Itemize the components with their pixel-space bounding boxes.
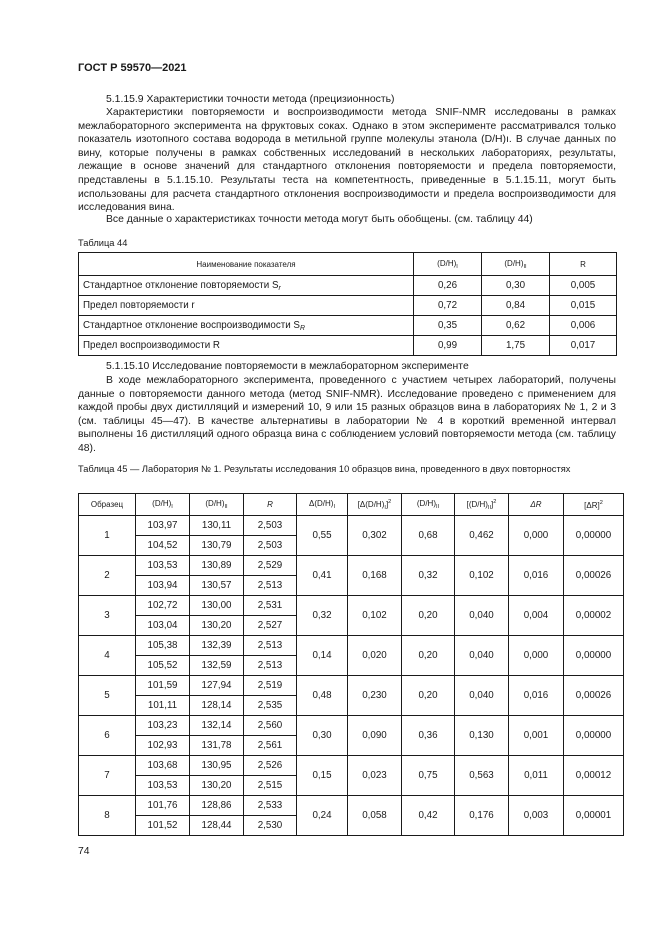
header-indicator: Наименование показателя	[79, 253, 414, 276]
table-cell: 2,513	[244, 576, 297, 596]
table-cell: 0,017	[550, 336, 617, 356]
table-cell: 130,11	[190, 516, 244, 536]
table-cell: 130,20	[190, 776, 244, 796]
table-cell: 2,515	[244, 776, 297, 796]
table-cell: 103,23	[136, 716, 190, 736]
table-cell: 0,102	[455, 556, 509, 596]
table-cell: 103,94	[136, 576, 190, 596]
sample-id: 2	[79, 556, 136, 596]
table-cell: 0,003	[509, 796, 564, 836]
table-cell: 0,011	[509, 756, 564, 796]
header-dh-1: $(D/H)_I$	[136, 494, 190, 516]
table-row	[79, 516, 624, 536]
header-dh-2: $(D/H)_{II}$	[482, 253, 550, 276]
table-cell: 2,535	[244, 696, 297, 716]
table-cell: 2,529	[244, 556, 297, 576]
table-cell: 132,14	[190, 716, 244, 736]
table-cell: 130,00	[190, 596, 244, 616]
section-5-1-15-9-body: Характеристики повторяемости и воспроизводимости метода SNIF-NMR исследованы в рамках межлабораторного эксперимента на фруктовых соках. Однако в этом эксперименте рассматривался только показатель изотопного состава водорода в метильной группе молекулы этанола (D/H)ı. В случае данных по вину, которые получены в рамках собственных исследований в нескольких лабораториях, результаты, лежащие в основе значений для стандартного отклонения повторяемости и предела повторяемости, представлены в 5.1.15.10. Результаты теста на компетентность, приведенные в 5.1.15.11, могут быть использованы для расчета стандартного отклонения воспроизводимости и предела воспроизводимости для исследования вина.	[78, 107, 616, 214]
header-r: R	[244, 494, 297, 516]
table-cell: 2,526	[244, 756, 297, 776]
table-cell: 0,302	[348, 516, 402, 556]
table-cell: 0,040	[455, 636, 509, 676]
sample-id: 1	[79, 516, 136, 556]
table-cell: 0,68	[402, 516, 455, 556]
table-cell: 0,00001	[564, 796, 624, 836]
table-row	[79, 336, 617, 356]
table-cell: 0,00026	[564, 676, 624, 716]
sample-id: 4	[79, 636, 136, 676]
table-cell: 0,99	[414, 336, 482, 356]
table-row	[79, 316, 617, 336]
table-cell: 2,530	[244, 816, 297, 836]
table-cell: 2,531	[244, 596, 297, 616]
table-cell: 0,62	[482, 316, 550, 336]
table-cell: 103,97	[136, 516, 190, 536]
table-cell: 0,32	[297, 596, 348, 636]
table-cell: 0,36	[402, 716, 455, 756]
section-5-1-15-10-title: 5.1.15.10 Исследование повторяемости в межлабораторном эксперименте	[106, 361, 469, 372]
table-cell: 2,533	[244, 796, 297, 816]
table-cell: 0,563	[455, 756, 509, 796]
table-cell: 0,001	[509, 716, 564, 756]
table-cell: 127,94	[190, 676, 244, 696]
table-cell: 0,26	[414, 276, 482, 296]
table-cell: 0,230	[348, 676, 402, 716]
header-delta-dh-1-squared: $[\Delta(D/H)_I]^2$	[348, 494, 402, 516]
sample-id: 8	[79, 796, 136, 836]
table-cell: 0,41	[297, 556, 348, 596]
table-cell: 132,39	[190, 636, 244, 656]
table-cell: 128,44	[190, 816, 244, 836]
header-delta-dh-1: $\Delta(D/H)_I$	[297, 494, 348, 516]
table-cell: 0,20	[402, 596, 455, 636]
table-cell: 2,503	[244, 516, 297, 536]
table-cell: 2,560	[244, 716, 297, 736]
table-cell: 0,00000	[564, 636, 624, 676]
table-cell: 1,75	[482, 336, 550, 356]
table-cell: 0,20	[402, 676, 455, 716]
header-delta-r-squared: $[\Delta R]^2$	[564, 494, 624, 516]
table-cell: 132,59	[190, 656, 244, 676]
table-cell: 101,11	[136, 696, 190, 716]
table-cell: 103,53	[136, 556, 190, 576]
table-cell: 130,89	[190, 556, 244, 576]
table-cell: 128,86	[190, 796, 244, 816]
table-cell: 105,38	[136, 636, 190, 656]
table-row	[79, 556, 624, 576]
table-cell: 0,35	[414, 316, 482, 336]
table-row	[79, 276, 617, 296]
table-cell: 0,016	[509, 556, 564, 596]
table-cell: 0,00000	[564, 516, 624, 556]
table-cell: 0,006	[550, 316, 617, 336]
indicator-name: Предел воспроизводимости R	[79, 336, 414, 356]
indicator-name: Стандартное отклонение воспроизводимости $S_R$	[79, 316, 414, 336]
table-cell: 0,55	[297, 516, 348, 556]
section-5-1-15-9-title: 5.1.15.9 Характеристики точности метода (прецизионность)	[106, 94, 395, 105]
table-cell: 0,005	[550, 276, 617, 296]
table-cell: 0,75	[402, 756, 455, 796]
table-cell: 130,95	[190, 756, 244, 776]
table-cell: 0,00026	[564, 556, 624, 596]
table-cell: 0,00000	[564, 716, 624, 756]
header-r: R	[550, 253, 617, 276]
table-cell: 130,20	[190, 616, 244, 636]
table-cell: 130,79	[190, 536, 244, 556]
header-dh-1: $(D/H)_I$	[414, 253, 482, 276]
table-cell: 101,76	[136, 796, 190, 816]
table-cell: 0,058	[348, 796, 402, 836]
sample-id: 3	[79, 596, 136, 636]
table-row	[79, 716, 624, 736]
table-45	[78, 493, 624, 836]
table-cell: 0,040	[455, 676, 509, 716]
table-cell: 0,462	[455, 516, 509, 556]
table-header-row	[79, 253, 617, 276]
table-cell: 130,57	[190, 576, 244, 596]
table-row	[79, 796, 624, 816]
table-cell: 0,00012	[564, 756, 624, 796]
table-cell: 0,14	[297, 636, 348, 676]
table-cell: 0,24	[297, 796, 348, 836]
table-cell: 2,513	[244, 636, 297, 656]
table-cell: 0,00002	[564, 596, 624, 636]
table-row	[79, 596, 624, 616]
page-number: 74	[78, 846, 90, 857]
table-row	[79, 636, 624, 656]
table-cell: 103,04	[136, 616, 190, 636]
table-cell: 0,20	[402, 636, 455, 676]
table-cell: 0,023	[348, 756, 402, 796]
table-cell: 0,016	[509, 676, 564, 716]
section-5-1-15-9-summary: Все данные о характеристиках точности метода могут быть обобщены. (см. таблицу 44)	[106, 214, 533, 225]
table-cell: 131,78	[190, 736, 244, 756]
table-45-caption: Таблица 45 — Лаборатория № 1. Результаты исследования 10 образцов вина, проведенного в двух повторностях	[78, 464, 571, 474]
header-sample: Образец	[79, 494, 136, 516]
table-cell: 0,30	[482, 276, 550, 296]
indicator-name: Стандартное отклонение повторяемости $S_r$	[79, 276, 414, 296]
indicator-name: Предел повторяемости r	[79, 296, 414, 316]
table-cell: 0,020	[348, 636, 402, 676]
table-cell: 0,48	[297, 676, 348, 716]
table-row	[79, 756, 624, 776]
table-44-caption: Таблица 44	[78, 238, 128, 248]
table-cell: 102,93	[136, 736, 190, 756]
table-cell: 101,52	[136, 816, 190, 836]
section-5-1-15-10-body: В ходе межлабораторного эксперимента, проведенного с участием четырех лабораторий, получены данные о повторяемости данного метода (метод SNIF-NMR). Исследование проведено с применением для каждой пробы двух дистилляций и измерений 10, 9 или 15 разных образцов вина в лабораториях № 1, 2 и 3 (см. таблицы 45—47). В качестве альтернативы в лаборатории № 4 в короткий временной интервал выполнены 16 дистилляций одного образца вина с соблюдением условий повторяемости метода (см. таблицу 48).	[78, 375, 616, 454]
document-header: ГОСТ Р 59570—2021	[78, 62, 187, 74]
table-row	[79, 296, 617, 316]
table-cell: 0,040	[455, 596, 509, 636]
table-cell: 0,000	[509, 516, 564, 556]
table-cell: 0,30	[297, 716, 348, 756]
table-44	[78, 252, 617, 356]
table-cell: 0,004	[509, 596, 564, 636]
header-dh-2-squared: $[(D/H)_{II}]^2$	[455, 494, 509, 516]
header-dh-2-b: $(D/H)_{II}$	[402, 494, 455, 516]
table-cell: 0,102	[348, 596, 402, 636]
table-cell: 0,015	[550, 296, 617, 316]
table-cell: 0,168	[348, 556, 402, 596]
table-cell: 0,090	[348, 716, 402, 756]
sample-id: 7	[79, 756, 136, 796]
table-cell: 0,000	[509, 636, 564, 676]
table-header-row	[79, 494, 624, 516]
table-cell: 0,84	[482, 296, 550, 316]
table-cell: 128,14	[190, 696, 244, 716]
sample-id: 5	[79, 676, 136, 716]
table-cell: 103,68	[136, 756, 190, 776]
table-cell: 2,561	[244, 736, 297, 756]
table-cell: 2,513	[244, 656, 297, 676]
sample-id: 6	[79, 716, 136, 756]
table-cell: 103,53	[136, 776, 190, 796]
header-dh-2: $(D/H)_{II}$	[190, 494, 244, 516]
table-cell: 0,72	[414, 296, 482, 316]
table-cell: 102,72	[136, 596, 190, 616]
table-cell: 0,42	[402, 796, 455, 836]
table-cell: 2,527	[244, 616, 297, 636]
table-cell: 101,59	[136, 676, 190, 696]
table-cell: 105,52	[136, 656, 190, 676]
table-cell: 0,32	[402, 556, 455, 596]
table-cell: 0,15	[297, 756, 348, 796]
table-cell: 0,176	[455, 796, 509, 836]
table-cell: 104,52	[136, 536, 190, 556]
header-delta-r: ΔR	[509, 494, 564, 516]
table-cell: 2,519	[244, 676, 297, 696]
table-row	[79, 676, 624, 696]
table-cell: 2,503	[244, 536, 297, 556]
table-cell: 0,130	[455, 716, 509, 756]
